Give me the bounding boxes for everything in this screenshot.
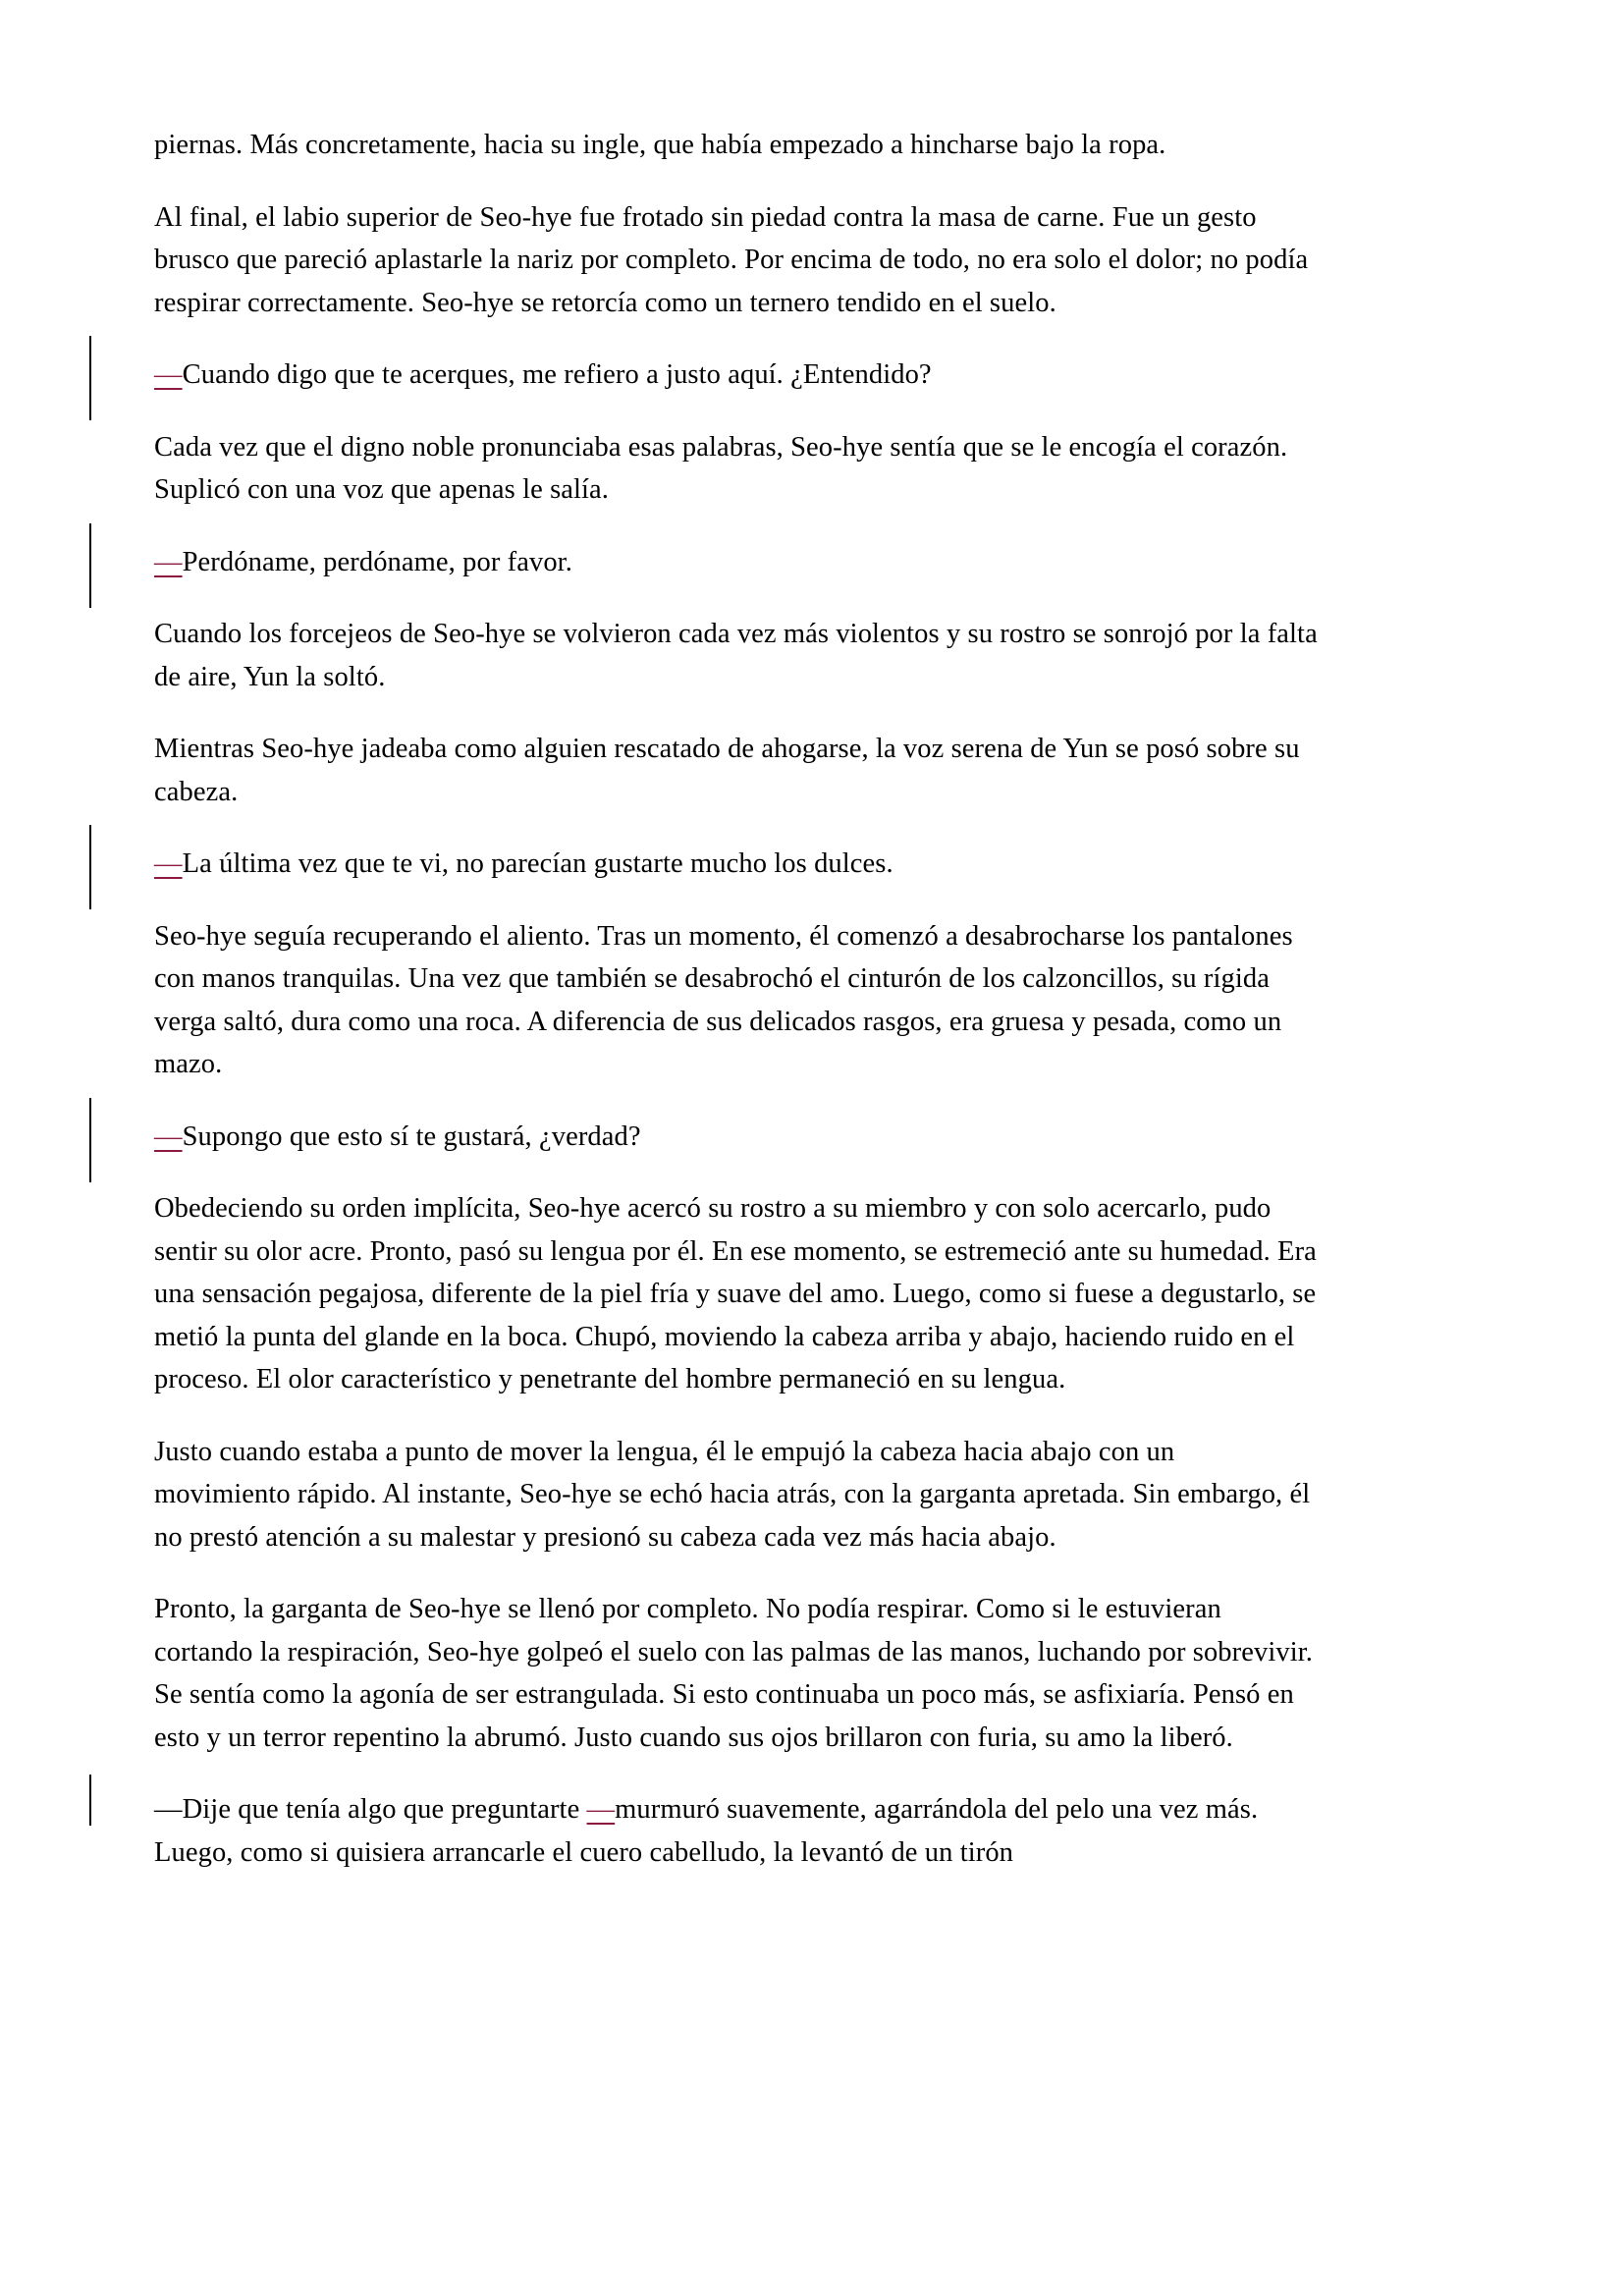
paragraph-text-before: Dije que tenía algo que preguntarte <box>182 1794 587 1825</box>
inserted-em-dash: — <box>154 546 183 577</box>
em-dash: — <box>154 1794 183 1825</box>
paragraph-text: Perdóname, perdóname, por favor. <box>182 546 572 577</box>
paragraph-p10-dialogue <box>154 1116 1318 1159</box>
change-bar <box>89 825 91 909</box>
paragraph-text: Cada vez que el digno noble pronunciaba esas palabras, Seo-hye sentía que se le encogía el corazón. Suplicó con una voz que apenas le salía. <box>154 431 1288 505</box>
paragraph-text: La última vez que te vi, no parecían gustarte mucho los dulces. <box>182 848 893 879</box>
inserted-em-dash: — <box>154 359 183 390</box>
paragraph-p7 <box>154 728 1318 813</box>
paragraph-text-after: murmuró suavemente, agarrándola del pelo una vez más. Luego, como si quisiera arrancarle el cuero cabelludo, la levantó de un tirón <box>154 1794 1259 1868</box>
change-bar <box>89 523 91 608</box>
paragraph-text: Seo-hye seguía recuperando el aliento. Tras un momento, él comenzó a desabrocharse los pantalones con manos tranquilas. Una vez que también se desabrochó el cinturón de los calzoncillos, su rígida verga saltó, dura como una roca. A diferencia de sus delicados rasgos, era gruesa y pesada, como un mazo. <box>154 920 1293 1079</box>
inserted-em-dash: — <box>154 848 183 879</box>
paragraph-text: Supongo que esto sí te gustará, ¿verdad? <box>182 1121 641 1152</box>
inserted-em-dash: — <box>154 1121 183 1152</box>
paragraph-p12 <box>154 1431 1318 1559</box>
paragraph-text: Cuando los forcejeos de Seo-hye se volvieron cada vez más violentos y su rostro se sonrojó por la falta de aire, Yun la soltó. <box>154 619 1318 692</box>
paragraph-p6 <box>154 613 1318 698</box>
paragraph-p14-dialogue <box>154 1788 1318 1874</box>
paragraph-p5-dialogue <box>154 541 1318 584</box>
paragraph-p3-dialogue <box>154 354 1318 397</box>
change-bar <box>89 1775 91 1826</box>
paragraph-p9 <box>154 915 1318 1086</box>
paragraph-p13 <box>154 1588 1318 1759</box>
paragraph-p8-dialogue <box>154 843 1318 886</box>
paragraph-text: Justo cuando estaba a punto de mover la lengua, él le empujó la cabeza hacia abajo con un movimiento rápido. Al instante, Seo-hye se echó hacia atrás, con la garganta apretada. Sin embargo, él no prestó atención a su malestar y presionó su cabeza cada vez más hacia abajo. <box>154 1436 1311 1553</box>
paragraph-p11 <box>154 1187 1318 1401</box>
inserted-em-dash: — <box>586 1794 616 1825</box>
paragraph-p2 <box>154 196 1318 325</box>
paragraph-p1 <box>154 124 1318 167</box>
paragraph-text: Obedeciendo su orden implícita, Seo-hye acercó su rostro a su miembro y con solo acercarlo, pudo sentir su olor acre. Pronto, pasó su lengua por él. En ese momento, se estremeció ante su humedad. Era una sensación pegajosa, diferente de la piel fría y suave del amo. Luego, como si fuese a degustarlo, se metió la punta del glande en la boca. Chupó, moviendo la cabeza arriba y abajo, haciendo ruido en el proceso. El olor característico y penetrante del hombre permaneció en su lengua. <box>154 1193 1317 1394</box>
document-body <box>154 124 1318 1903</box>
paragraph-text: Pronto, la garganta de Seo-hye se llenó por completo. No podía respirar. Como si le estuvieran cortando la respiración, Seo-hye golpeó el suelo con las palmas de las manos, luchando por sobrevivir. Se sentía como la agonía de ser estrangulada. Si esto continuaba un poco más, se asfixiaría. Pensó en esto y un terror repentino la abrumó. Justo cuando sus ojos brillaron con furia, su amo la liberó. <box>154 1594 1313 1753</box>
change-bar <box>89 1098 91 1182</box>
paragraph-text: Al final, el labio superior de Seo-hye fue frotado sin piedad contra la masa de carne. Fue un gesto brusco que pareció aplastarle la nariz por completo. Por encima de todo, no era solo el dolor; no podía respirar correctamente. Seo-hye se retorcía como un ternero tendido en el suelo. <box>154 201 1309 318</box>
paragraph-text: Cuando digo que te acerques, me refiero a justo aquí. ¿Entendido? <box>182 359 932 390</box>
paragraph-text: Mientras Seo-hye jadeaba como alguien rescatado de ahogarse, la voz serena de Yun se posó sobre su cabeza. <box>154 734 1300 807</box>
change-bar <box>89 336 91 420</box>
paragraph-text: piernas. Más concretamente, hacia su ingle, que había empezado a hincharse bajo la ropa. <box>154 130 1166 160</box>
paragraph-p4 <box>154 426 1318 512</box>
